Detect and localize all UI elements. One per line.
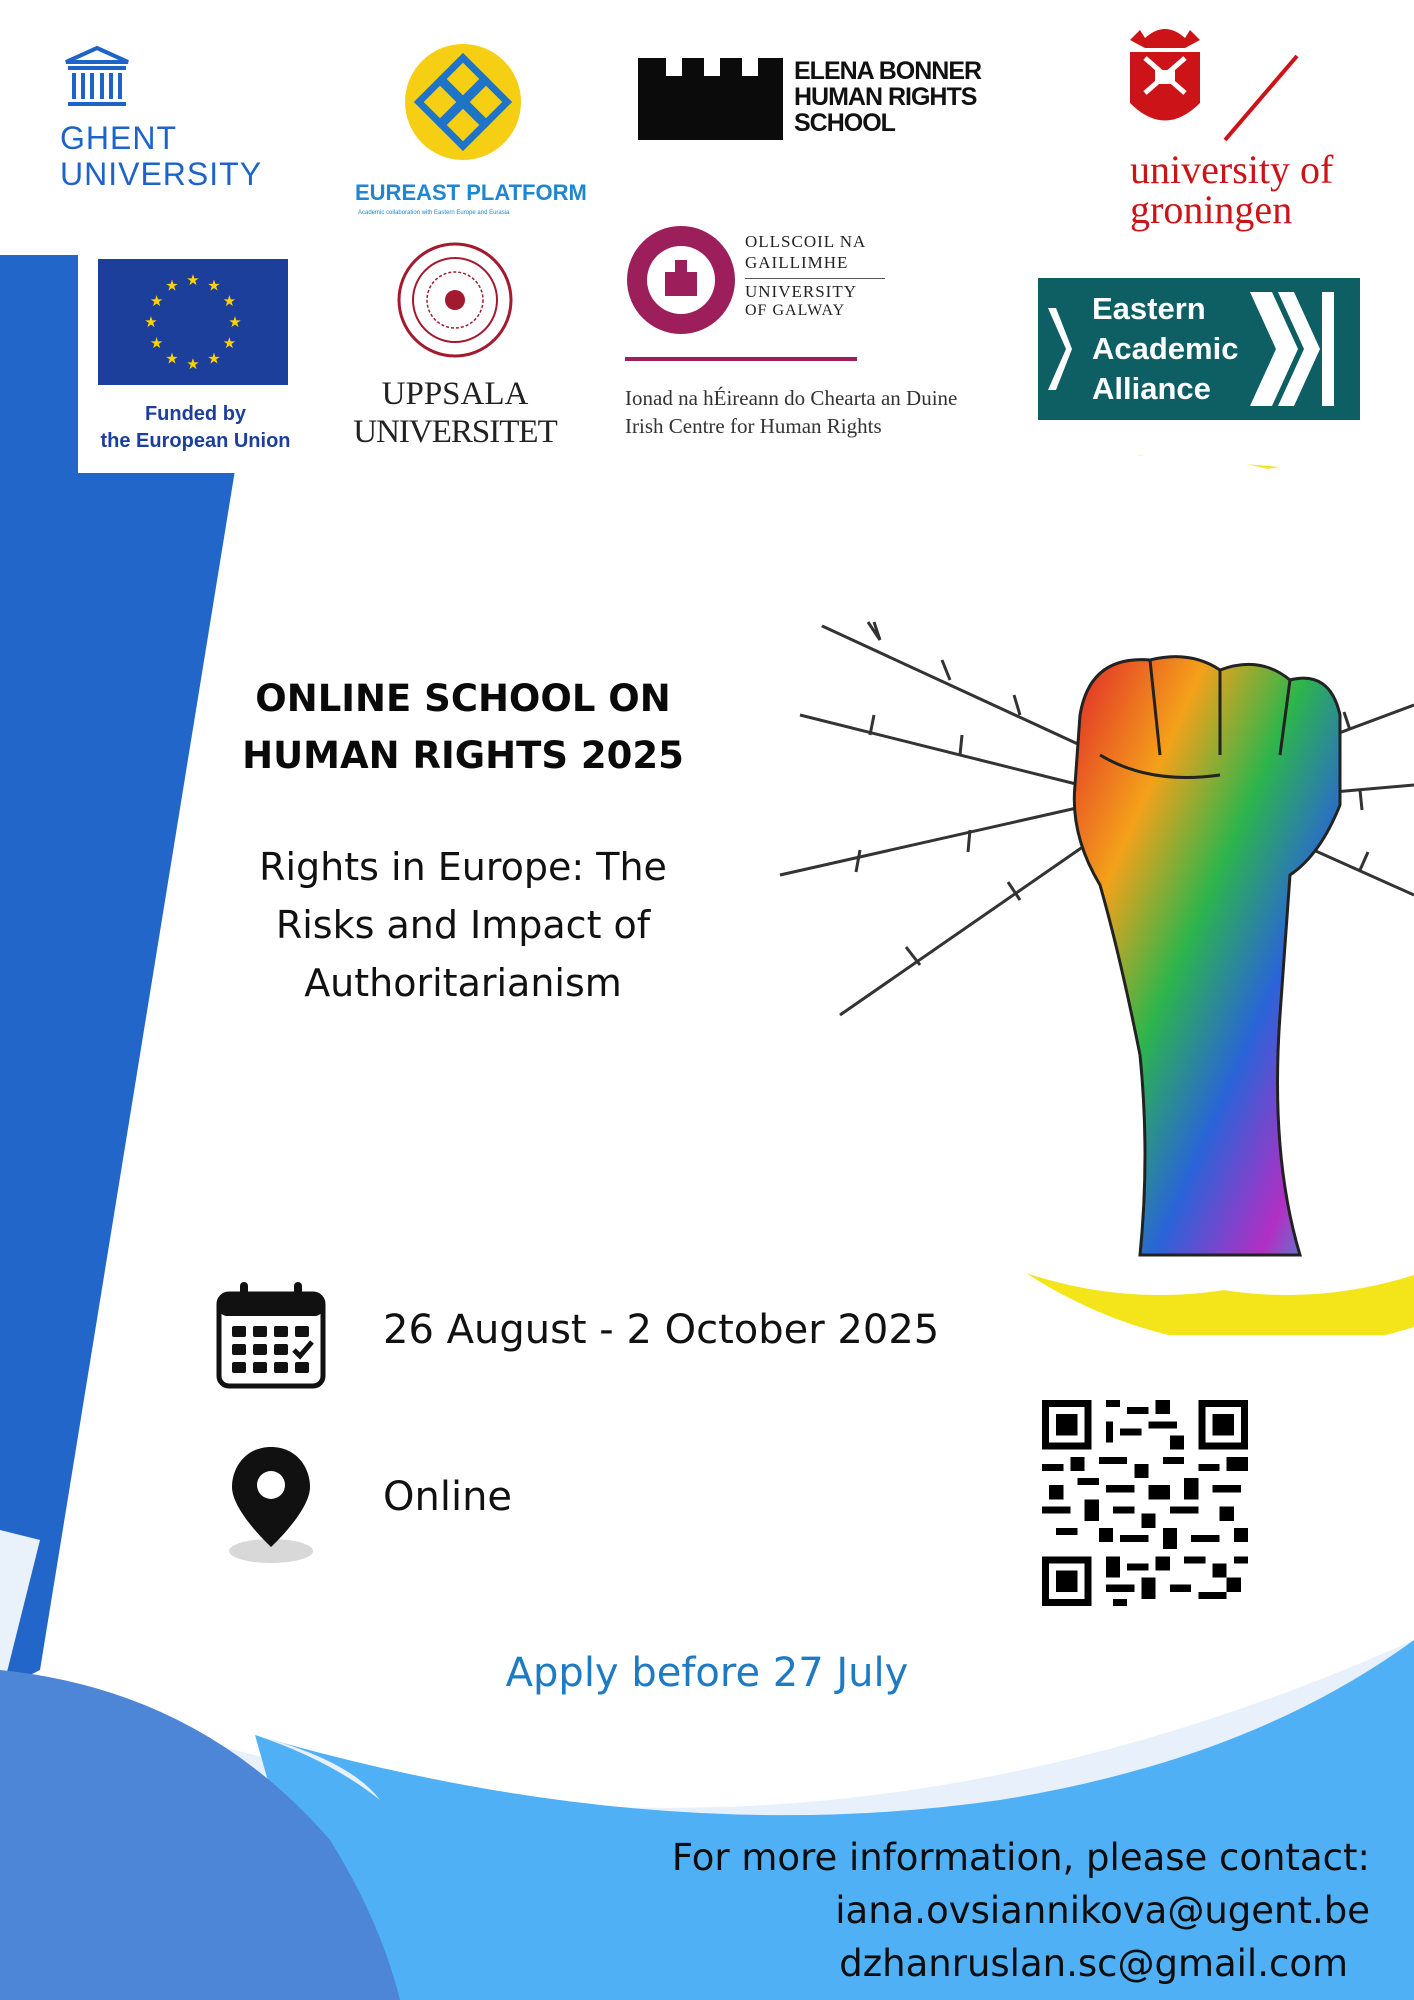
uppsala-logo — [345, 240, 565, 460]
subtitle-line3: Authoritarianism — [304, 961, 622, 1005]
eu-star-icon: ★ — [186, 355, 200, 373]
apply-deadline: Apply before 27 July — [505, 1650, 909, 1696]
galway-english2: OF GALWAY — [745, 302, 846, 319]
eu-flag-icon — [98, 259, 288, 385]
uppsala-line1: UPPSALA — [381, 376, 529, 412]
subtitle-line1: Rights in Europe: The — [259, 845, 667, 889]
groningen-line2: groningen — [1130, 187, 1293, 232]
eu-line2: the European Union — [100, 430, 291, 452]
contact-email-2[interactable]: dzhanruslan.sc@gmail.com — [839, 1942, 1348, 1985]
eu-star-icon: ★ — [207, 349, 221, 368]
eu-star-icon: ★ — [165, 276, 179, 295]
galway-centre-english: Irish Centre for Human Rights — [625, 414, 882, 438]
galway-maroon-rule — [625, 357, 857, 361]
elena-line2: HUMAN RIGHTS — [794, 83, 977, 111]
ghent-line1: GHENT — [60, 120, 177, 156]
galway-logo — [625, 220, 1020, 450]
event-location: Online — [383, 1474, 513, 1520]
eu-star-icon: ★ — [149, 292, 164, 310]
eu-star-icon: ★ — [207, 276, 221, 295]
eu-star-icon: ★ — [144, 313, 158, 331]
eureast-platform-logo — [350, 42, 587, 222]
title-line1: ONLINE SCHOOL ON — [255, 677, 671, 720]
groningen-crest-icon — [1125, 18, 1325, 148]
uppsala-seal-icon — [395, 240, 515, 360]
raised-fist-barbed-wire-illustration — [720, 455, 1414, 1335]
ghent-line2: UNIVERSITY — [60, 156, 263, 192]
temple-icon — [62, 46, 132, 112]
contact-email-1[interactable]: iana.ovsiannikova@ugent.be — [835, 1889, 1370, 1932]
map-pin-icon — [226, 1445, 316, 1565]
elena-line3: SCHOOL — [794, 109, 895, 137]
eureast-tagline: Academic collaboration with Eastern Europe and Eurasia — [358, 210, 510, 216]
eu-star-icon: ★ — [222, 334, 237, 352]
elena-line1: ELENA BONNER — [794, 57, 982, 85]
event-dates: 26 August - 2 October 2025 — [383, 1307, 940, 1353]
galway-english1: UNIVERSITY — [745, 282, 857, 301]
galway-divider — [745, 278, 885, 279]
eaa-line3: Alliance — [1092, 371, 1211, 406]
galway-irish2: GAILLIMHE — [745, 253, 849, 272]
groningen-line1: university of — [1130, 147, 1334, 192]
title-line2: HUMAN RIGHTS 2025 — [242, 734, 684, 777]
qr-code-icon[interactable] — [1042, 1400, 1248, 1606]
eu-star-icon: ★ — [228, 313, 242, 331]
groningen-logo — [1125, 18, 1405, 238]
eu-funding-logo — [78, 255, 313, 473]
eureast-name: EUREAST PLATFORM — [355, 180, 587, 205]
eastern-academic-alliance-logo — [1038, 278, 1360, 420]
event-subtitle — [170, 838, 756, 1012]
calendar-icon — [216, 1280, 326, 1390]
eu-star-icon: ★ — [222, 292, 237, 310]
eu-star-icon: ★ — [186, 271, 200, 289]
eaa-chevrons-right-icon — [1250, 278, 1340, 420]
eu-star-icon: ★ — [149, 334, 164, 352]
eaa-line1: Eastern — [1092, 291, 1206, 326]
elena-bonner-logo — [638, 56, 1008, 146]
eu-line1: Funded by — [144, 403, 247, 425]
eaa-line2: Academic — [1092, 331, 1239, 366]
galway-centre-irish: Ionad na hÉireann do Chearta an Duine — [625, 386, 958, 410]
event-title — [170, 670, 756, 784]
eu-star-icon: ★ — [165, 349, 179, 368]
eaa-chevron-left-icon — [1042, 278, 1072, 420]
contact-label: For more information, please contact: — [671, 1836, 1370, 1879]
ghent-university-logo — [58, 46, 263, 196]
uppsala-line2: UNIVERSITET — [353, 414, 557, 450]
galway-seal-icon — [625, 224, 737, 336]
subtitle-line2: Risks and Impact of — [275, 903, 651, 947]
galway-irish1: OLLSCOIL NA — [745, 232, 867, 251]
tower-icon — [638, 58, 783, 140]
eureast-emblem-icon — [403, 42, 523, 162]
